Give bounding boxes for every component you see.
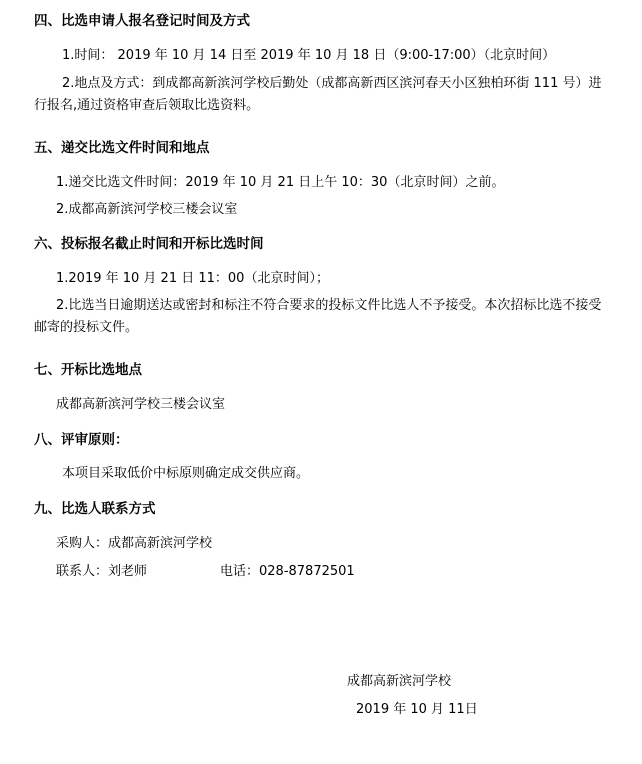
section-9-heading: 九、比选人联系方式 xyxy=(34,501,156,517)
section-7-item-1: 成都高新滨河学校三楼会议室 xyxy=(56,397,226,412)
section-6-item-2: 2.比选当日逾期送达或密封和标注不符合要求的投标文件比选人不予接受。本次招标比选不接受邮寄的投标文件。 xyxy=(34,298,602,335)
section-6-heading: 六、投标报名截止时间和开标比选时间 xyxy=(34,236,264,252)
section-4-heading: 四、比选申请人报名登记时间及方式 xyxy=(34,13,250,29)
signature-org: 成都高新滨河学校 xyxy=(347,674,452,689)
section-4-item-2: 2.地点及方式：到成都高新滨河学校后勤处（成都高新西区滨河春天小区独柏环街 111 号）进行报名,通过资格审查后领取比选资料。 xyxy=(34,76,602,113)
section-5-item-1: 1.递交比选文件时间：2019 年 10 月 21 日上午 10：30（北京时间）之前。 xyxy=(56,175,505,190)
section-8-heading: 八、评审原则： xyxy=(34,432,129,448)
section-5-heading: 五、递交比选文件时间和地点 xyxy=(34,140,210,156)
section-4-item-1: 1.时间： 2019 年 10 月 14 日至 2019 年 10 月 18 日（9:00-17:00）（北京时间） xyxy=(62,48,556,63)
contact-phone: 电话：028-87872501 xyxy=(220,564,355,579)
section-8-item-1: 本项目采取低价中标原则确定成交供应商。 xyxy=(62,466,310,481)
signature-date: 2019 年 10 月 11日 xyxy=(356,702,478,717)
contact-row xyxy=(56,563,355,581)
buyer-line: 采购人：成都高新滨河学校 xyxy=(56,536,213,551)
section-7-heading: 七、开标比选地点 xyxy=(34,362,142,378)
contact-person: 联系人：刘老师 xyxy=(56,564,148,579)
section-6-item-1: 1.2019 年 10 月 21 日 11：00（北京时间）； xyxy=(56,271,329,286)
section-5-item-2: 2.成都高新滨河学校三楼会议室 xyxy=(56,202,238,217)
